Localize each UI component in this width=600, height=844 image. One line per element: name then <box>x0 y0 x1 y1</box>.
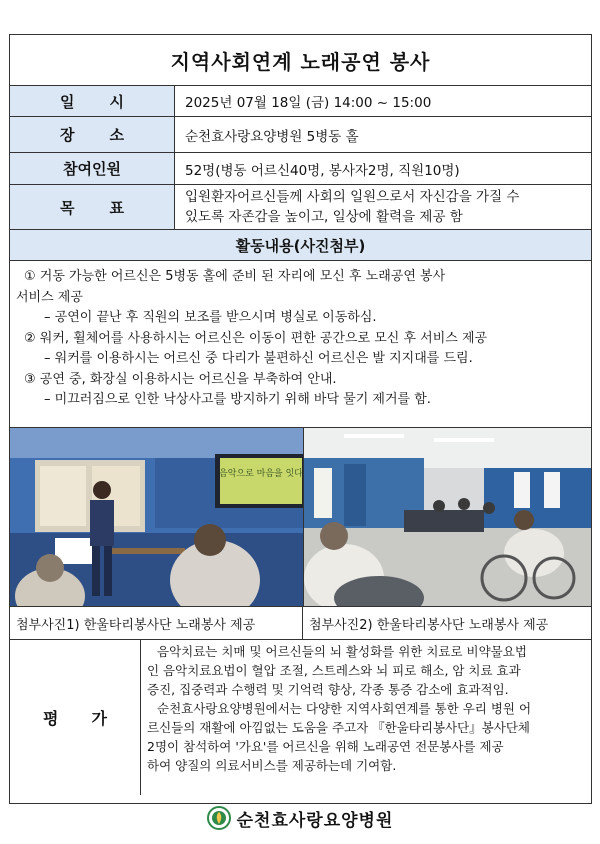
photo-row <box>10 428 591 607</box>
place-row <box>10 117 591 153</box>
photo-2-caption: 첨부사진2) 한울타리봉사단 노래봉사 제공 <box>309 617 549 633</box>
participants-value: 52명(병동 어르신40명, 봉사자2명, 직원10명) <box>185 162 460 179</box>
evaluation-line: 2명이 참석하여 '가요'를 어르신을 위해 노래공연 전문봉사를 제공 <box>147 739 504 754</box>
caption-row <box>10 607 591 640</box>
evaluation-label: 평 가 <box>10 640 141 795</box>
participants-label: 참여인원 <box>10 153 175 184</box>
date-label: 일 시 <box>10 86 175 116</box>
evaluation-line: 르신들의 재활에 아낌없는 도움을 주고자 『한울타리봉사단』봉사단체 <box>147 720 530 735</box>
evaluation-line: 순천효사랑요양병원에서는 다양한 지역사회연계를 통한 우리 병원 어 <box>157 701 532 716</box>
activity-line: – 워커를 이용하시는 어르신 중 다리가 불편하신 어르신은 발 지지대를 드림. <box>44 351 473 366</box>
evaluation-line: 하여 양질의 의료서비스를 제공하는데 기여함. <box>147 758 397 773</box>
activity-line: – 공연이 끝난 후 직원의 보조를 받으시며 병실로 이동하심. <box>44 310 377 325</box>
evaluation-row <box>10 640 591 795</box>
purpose-value: 입원환자어르신들께 사회의 일원으로서 자신감을 가질 수 있도록 자존감을 높이고, 일상에 활력을 제공 함 <box>185 189 520 225</box>
evaluation-line: 음악치료는 치매 및 어르신들의 뇌 활성화를 위한 치료로 비약물요법 <box>157 644 527 659</box>
photo-2-image <box>304 428 592 606</box>
activity-line: – 미끄러짐으로 인한 낙상사고를 방지하기 위해 바닥 물기 제거를 함. <box>44 392 431 407</box>
footer <box>0 803 600 833</box>
purpose-label: 목 표 <box>10 185 175 229</box>
photo-1 <box>10 428 304 606</box>
page-title: 지역사회연계 노래공연 봉사 <box>10 35 591 86</box>
hospital-logo-icon <box>207 806 231 830</box>
activities-list <box>10 261 591 428</box>
photo-1-caption: 첨부사진1) 한울타리봉사단 노래봉사 제공 <box>10 607 303 639</box>
evaluation-line: 인 음악치료요법이 혈압 조절, 스트레스와 뇌 피로 해소, 암 치료 효과 <box>147 663 521 678</box>
date-row <box>10 86 591 117</box>
evaluation-line: 증진, 집중력과 수행력 및 기억력 향상, 각종 통증 감소에 효과적임. <box>147 682 509 697</box>
date-value: 2025년 07월 18일 (금) 14:00 ~ 15:00 <box>185 95 432 111</box>
participants-row <box>10 153 591 185</box>
photo-1-image <box>10 428 303 606</box>
purpose-row <box>10 185 591 230</box>
activity-line: ② 워커, 휠체어를 사용하시는 어르신은 이동이 편한 공간으로 모신 후 서비스 제공 <box>24 330 488 346</box>
hospital-name: 순천효사랑요양병원 <box>236 810 394 831</box>
activity-line: 서비스 제공 <box>16 289 83 305</box>
photo-2 <box>304 428 592 606</box>
screen-text: 음악으로 마음을 잇다 <box>219 469 303 479</box>
place-value: 순천효사랑요양병원 5병동 홀 <box>185 128 359 145</box>
evaluation-text <box>141 640 591 795</box>
activity-line: ① 거동 가능한 어르신은 5병동 홀에 준비 된 자리에 모신 후 노래공연 봉사 <box>24 269 446 284</box>
report-document <box>9 34 592 804</box>
activity-line: ③ 공연 중, 화장실 이용하시는 어르신을 부축하여 안내. <box>24 371 337 387</box>
place-label: 장 소 <box>10 117 175 152</box>
activities-heading: 활동내용(사진첨부) <box>10 230 591 261</box>
